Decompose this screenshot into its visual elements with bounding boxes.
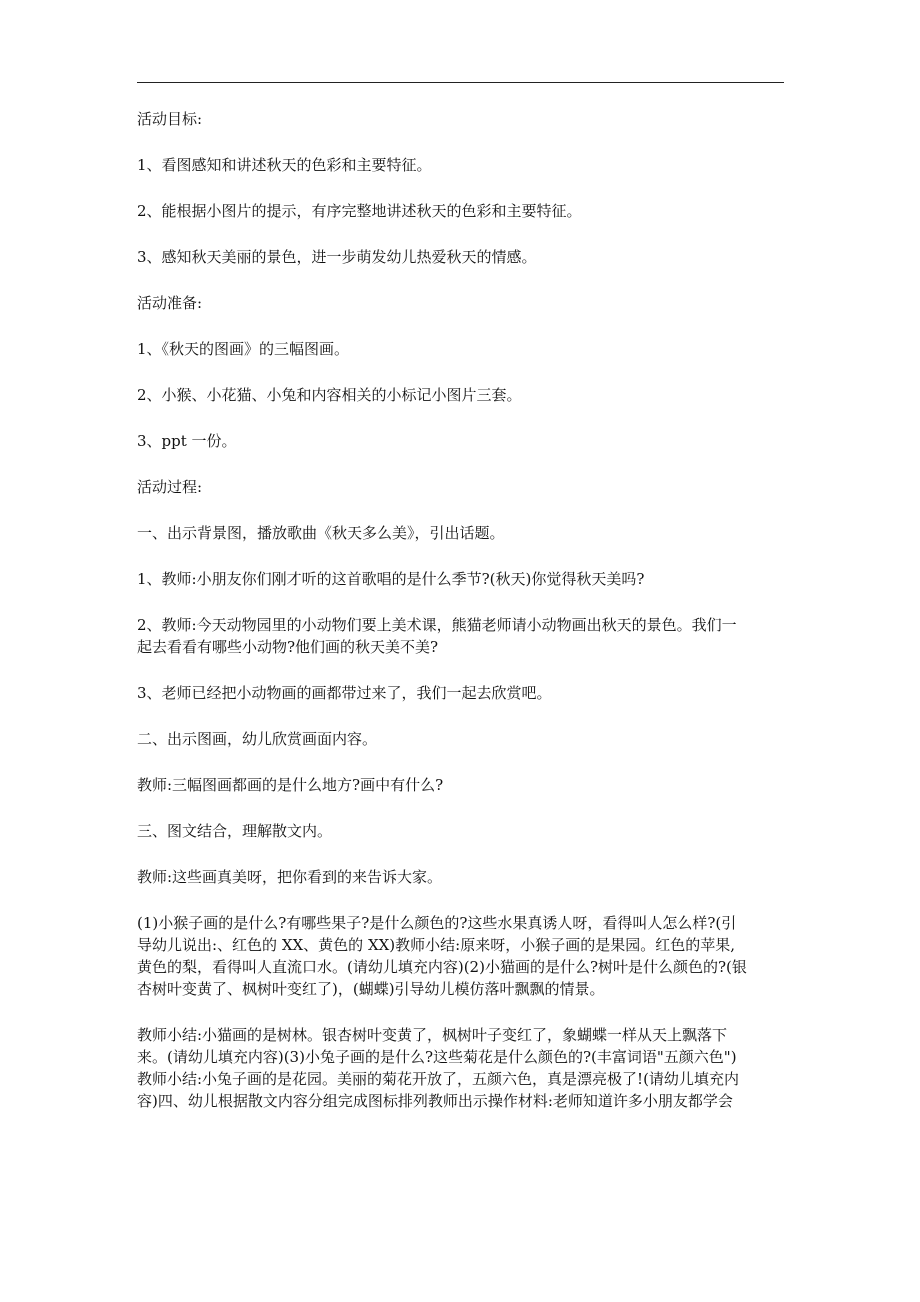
paragraph: 3、ppt 一份。: [137, 432, 237, 450]
paragraph-multiline: [137, 912, 785, 1000]
text-line: (1)小猴子画的是什么?有哪些果子?是什么颜色的?这些水果真诱人呀，看得叫人怎么样?(引: [137, 914, 737, 932]
paragraph: 3、感知秋天美丽的景色，进一步萌发幼儿热爱秋天的情感。: [137, 248, 537, 266]
paragraph: 一、出示背景图，播放歌曲《秋天多么美》，引出话题。: [137, 524, 505, 542]
paragraph: 二、出示图画，幼儿欣赏画面内容。: [137, 730, 378, 748]
paragraph: 2、能根据小图片的提示，有序完整地讲述秋天的色彩和主要特征。: [137, 202, 582, 220]
paragraph: 教师:三幅图画都画的是什么地方?画中有什么?: [137, 776, 444, 794]
text-line: 黄色的梨，看得叫人直流口水。(请幼儿填充内容)(2)小猫画的是什么?树叶是什么颜色的?(银: [137, 958, 747, 976]
text-line: 教师小结:小兔子画的是花园。美丽的菊花开放了，五颜六色，真是漂亮极了!(请幼儿填充内: [137, 1070, 739, 1088]
heading-process: 活动过程:: [137, 478, 203, 496]
text-line: 杏树叶变黄了、枫树叶变红了)，(蝴蝶)引导幼儿模仿落叶飘飘的情景。: [137, 980, 605, 998]
heading-goals: 活动目标:: [137, 110, 203, 128]
text-line: 容)四、幼儿根据散文内容分组完成图标排列教师出示操作材料:老师知道许多小朋友都学会: [137, 1092, 733, 1110]
heading-preparation: 活动准备:: [137, 294, 203, 312]
paragraph: 1、教师:小朋友你们刚才听的这首歌唱的是什么季节?(秋天)你觉得秋天美吗?: [137, 570, 645, 588]
text-line: 来。(请幼儿填充内容)(3)小兔子画的是什么?这些菊花是什么颜色的?(丰富词语"五颜六色"): [137, 1048, 737, 1066]
paragraph: 三、图文结合，理解散文内。: [137, 822, 333, 840]
paragraph: 1、看图感知和讲述秋天的色彩和主要特征。: [137, 156, 432, 174]
paragraph: 3、老师已经把小动物画的画都带过来了，我们一起去欣赏吧。: [137, 684, 552, 702]
paragraph: 1、《秋天的图画》的三幅图画。: [137, 340, 350, 358]
text-line: 教师小结:小猫画的是树林。银杏树叶变黄了，枫树叶子变红了，象蝴蝶一样从天上飘落下: [137, 1026, 728, 1044]
paragraph: 教师:这些画真美呀，把你看到的来告诉大家。: [137, 868, 443, 886]
text-line: 2、教师:今天动物园里的小动物们要上美术课，熊猫老师请小动物画出秋天的景色。我们一: [137, 616, 737, 634]
text-line: 起去看看有哪些小动物?他们画的秋天美不美?: [137, 638, 439, 656]
text-line: 导幼儿说出:、红色的 XX、黄色的 XX)教师小结:原来呀，小猴子画的是果园。红色的苹果,: [137, 936, 735, 954]
paragraph: 2、小猴、小花猫、小兔和内容相关的小标记小图片三套。: [137, 386, 522, 404]
document-body: [137, 108, 785, 1112]
header-rule: [137, 82, 784, 83]
paragraph-multiline: [137, 1024, 785, 1112]
paragraph-multiline: [137, 614, 785, 658]
